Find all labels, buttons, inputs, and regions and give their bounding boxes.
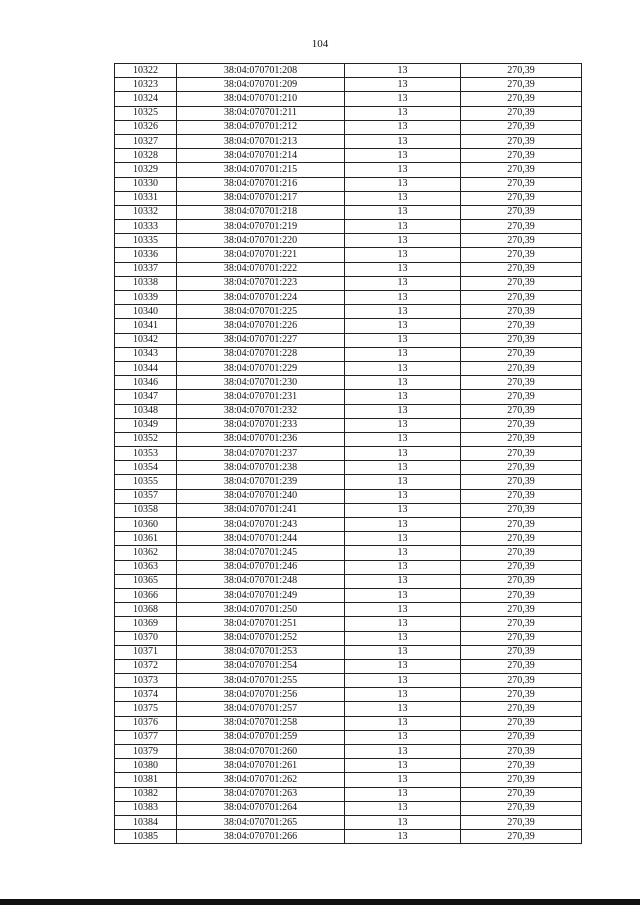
records-table <box>114 63 582 844</box>
record-number-cell: 10333 <box>115 220 177 234</box>
count-cell: 13 <box>345 404 461 418</box>
cadastral-number-cell: 38:04:070701:258 <box>177 716 345 730</box>
count-cell: 13 <box>345 361 461 375</box>
count-cell: 13 <box>345 291 461 305</box>
cadastral-number-cell: 38:04:070701:227 <box>177 333 345 347</box>
value-cell: 270,39 <box>461 347 582 361</box>
count-cell: 13 <box>345 276 461 290</box>
value-cell: 270,39 <box>461 376 582 390</box>
table-row <box>115 276 582 290</box>
record-number-cell: 10354 <box>115 461 177 475</box>
count-cell: 13 <box>345 702 461 716</box>
value-cell: 270,39 <box>461 659 582 673</box>
cadastral-number-cell: 38:04:070701:259 <box>177 730 345 744</box>
record-number-cell: 10326 <box>115 120 177 134</box>
count-cell: 13 <box>345 220 461 234</box>
cadastral-number-cell: 38:04:070701:266 <box>177 830 345 844</box>
table-row <box>115 447 582 461</box>
value-cell: 270,39 <box>461 631 582 645</box>
count-cell: 13 <box>345 787 461 801</box>
cadastral-number-cell: 38:04:070701:253 <box>177 645 345 659</box>
cadastral-number-cell: 38:04:070701:238 <box>177 461 345 475</box>
record-number-cell: 10374 <box>115 688 177 702</box>
record-number-cell: 10348 <box>115 404 177 418</box>
record-number-cell: 10379 <box>115 745 177 759</box>
value-cell: 270,39 <box>461 361 582 375</box>
record-number-cell: 10373 <box>115 674 177 688</box>
cadastral-number-cell: 38:04:070701:208 <box>177 64 345 78</box>
table-row <box>115 149 582 163</box>
count-cell: 13 <box>345 759 461 773</box>
count-cell: 13 <box>345 106 461 120</box>
count-cell: 13 <box>345 645 461 659</box>
cadastral-number-cell: 38:04:070701:257 <box>177 702 345 716</box>
value-cell: 270,39 <box>461 177 582 191</box>
cadastral-number-cell: 38:04:070701:237 <box>177 447 345 461</box>
table-row <box>115 319 582 333</box>
cadastral-number-cell: 38:04:070701:220 <box>177 234 345 248</box>
table-row <box>115 745 582 759</box>
table-row <box>115 163 582 177</box>
table-row <box>115 333 582 347</box>
record-number-cell: 10341 <box>115 319 177 333</box>
table-row <box>115 120 582 134</box>
cadastral-number-cell: 38:04:070701:224 <box>177 291 345 305</box>
count-cell: 13 <box>345 546 461 560</box>
table-row <box>115 390 582 404</box>
cadastral-number-cell: 38:04:070701:254 <box>177 659 345 673</box>
cadastral-number-cell: 38:04:070701:248 <box>177 574 345 588</box>
value-cell: 270,39 <box>461 432 582 446</box>
count-cell: 13 <box>345 347 461 361</box>
record-number-cell: 10325 <box>115 106 177 120</box>
count-cell: 13 <box>345 475 461 489</box>
record-number-cell: 10331 <box>115 191 177 205</box>
record-number-cell: 10355 <box>115 475 177 489</box>
value-cell: 270,39 <box>461 333 582 347</box>
count-cell: 13 <box>345 248 461 262</box>
record-number-cell: 10347 <box>115 390 177 404</box>
cadastral-number-cell: 38:04:070701:214 <box>177 149 345 163</box>
record-number-cell: 10383 <box>115 801 177 815</box>
value-cell: 270,39 <box>461 205 582 219</box>
value-cell: 270,39 <box>461 489 582 503</box>
table-row <box>115 603 582 617</box>
record-number-cell: 10363 <box>115 560 177 574</box>
record-number-cell: 10384 <box>115 815 177 829</box>
count-cell: 13 <box>345 191 461 205</box>
record-number-cell: 10366 <box>115 588 177 602</box>
value-cell: 270,39 <box>461 801 582 815</box>
cadastral-number-cell: 38:04:070701:210 <box>177 92 345 106</box>
record-number-cell: 10340 <box>115 305 177 319</box>
record-number-cell: 10330 <box>115 177 177 191</box>
value-cell: 270,39 <box>461 773 582 787</box>
count-cell: 13 <box>345 688 461 702</box>
table-row <box>115 234 582 248</box>
table-row <box>115 418 582 432</box>
record-number-cell: 10329 <box>115 163 177 177</box>
count-cell: 13 <box>345 149 461 163</box>
count-cell: 13 <box>345 518 461 532</box>
cadastral-number-cell: 38:04:070701:222 <box>177 262 345 276</box>
value-cell: 270,39 <box>461 234 582 248</box>
table-row <box>115 830 582 844</box>
count-cell: 13 <box>345 603 461 617</box>
cadastral-number-cell: 38:04:070701:256 <box>177 688 345 702</box>
record-number-cell: 10324 <box>115 92 177 106</box>
record-number-cell: 10381 <box>115 773 177 787</box>
value-cell: 270,39 <box>461 745 582 759</box>
count-cell: 13 <box>345 163 461 177</box>
value-cell: 270,39 <box>461 134 582 148</box>
table-row <box>115 347 582 361</box>
cadastral-number-cell: 38:04:070701:231 <box>177 390 345 404</box>
count-cell: 13 <box>345 617 461 631</box>
table-row <box>115 546 582 560</box>
record-number-cell: 10323 <box>115 78 177 92</box>
value-cell: 270,39 <box>461 106 582 120</box>
table-row <box>115 730 582 744</box>
record-number-cell: 10344 <box>115 361 177 375</box>
record-number-cell: 10382 <box>115 787 177 801</box>
table-row <box>115 177 582 191</box>
cadastral-number-cell: 38:04:070701:263 <box>177 787 345 801</box>
cadastral-number-cell: 38:04:070701:241 <box>177 503 345 517</box>
value-cell: 270,39 <box>461 248 582 262</box>
table-row <box>115 461 582 475</box>
record-number-cell: 10353 <box>115 447 177 461</box>
cadastral-number-cell: 38:04:070701:209 <box>177 78 345 92</box>
cadastral-number-cell: 38:04:070701:228 <box>177 347 345 361</box>
table-row <box>115 574 582 588</box>
table-row <box>115 532 582 546</box>
value-cell: 270,39 <box>461 220 582 234</box>
count-cell: 13 <box>345 92 461 106</box>
record-number-cell: 10337 <box>115 262 177 276</box>
record-number-cell: 10385 <box>115 830 177 844</box>
value-cell: 270,39 <box>461 645 582 659</box>
cadastral-number-cell: 38:04:070701:230 <box>177 376 345 390</box>
record-number-cell: 10365 <box>115 574 177 588</box>
value-cell: 270,39 <box>461 617 582 631</box>
value-cell: 270,39 <box>461 503 582 517</box>
cadastral-number-cell: 38:04:070701:223 <box>177 276 345 290</box>
value-cell: 270,39 <box>461 815 582 829</box>
value-cell: 270,39 <box>461 702 582 716</box>
count-cell: 13 <box>345 730 461 744</box>
count-cell: 13 <box>345 631 461 645</box>
cadastral-number-cell: 38:04:070701:225 <box>177 305 345 319</box>
value-cell: 270,39 <box>461 92 582 106</box>
cadastral-number-cell: 38:04:070701:249 <box>177 588 345 602</box>
table-row <box>115 106 582 120</box>
record-number-cell: 10358 <box>115 503 177 517</box>
count-cell: 13 <box>345 489 461 503</box>
value-cell: 270,39 <box>461 390 582 404</box>
value-cell: 270,39 <box>461 674 582 688</box>
record-number-cell: 10371 <box>115 645 177 659</box>
count-cell: 13 <box>345 801 461 815</box>
cadastral-number-cell: 38:04:070701:265 <box>177 815 345 829</box>
value-cell: 270,39 <box>461 759 582 773</box>
record-number-cell: 10343 <box>115 347 177 361</box>
table-row <box>115 92 582 106</box>
table-row <box>115 489 582 503</box>
value-cell: 270,39 <box>461 532 582 546</box>
value-cell: 270,39 <box>461 404 582 418</box>
record-number-cell: 10336 <box>115 248 177 262</box>
table-row <box>115 361 582 375</box>
cadastral-number-cell: 38:04:070701:260 <box>177 745 345 759</box>
value-cell: 270,39 <box>461 64 582 78</box>
count-cell: 13 <box>345 588 461 602</box>
count-cell: 13 <box>345 120 461 134</box>
record-number-cell: 10376 <box>115 716 177 730</box>
table-row <box>115 631 582 645</box>
count-cell: 13 <box>345 716 461 730</box>
record-number-cell: 10368 <box>115 603 177 617</box>
page-number: 104 <box>311 38 329 50</box>
value-cell: 270,39 <box>461 574 582 588</box>
table-row <box>115 815 582 829</box>
table-row <box>115 645 582 659</box>
count-cell: 13 <box>345 830 461 844</box>
cadastral-number-cell: 38:04:070701:264 <box>177 801 345 815</box>
count-cell: 13 <box>345 262 461 276</box>
count-cell: 13 <box>345 78 461 92</box>
cadastral-number-cell: 38:04:070701:255 <box>177 674 345 688</box>
table-row <box>115 702 582 716</box>
record-number-cell: 10338 <box>115 276 177 290</box>
record-number-cell: 10349 <box>115 418 177 432</box>
table-row <box>115 64 582 78</box>
count-cell: 13 <box>345 305 461 319</box>
value-cell: 270,39 <box>461 291 582 305</box>
value-cell: 270,39 <box>461 588 582 602</box>
cadastral-number-cell: 38:04:070701:243 <box>177 518 345 532</box>
value-cell: 270,39 <box>461 305 582 319</box>
cadastral-number-cell: 38:04:070701:233 <box>177 418 345 432</box>
record-number-cell: 10335 <box>115 234 177 248</box>
table-row <box>115 617 582 631</box>
count-cell: 13 <box>345 177 461 191</box>
records-table-body <box>115 64 582 844</box>
record-number-cell: 10322 <box>115 64 177 78</box>
table-row <box>115 801 582 815</box>
count-cell: 13 <box>345 574 461 588</box>
count-cell: 13 <box>345 503 461 517</box>
cadastral-number-cell: 38:04:070701:261 <box>177 759 345 773</box>
table-row <box>115 659 582 673</box>
count-cell: 13 <box>345 532 461 546</box>
cadastral-number-cell: 38:04:070701:244 <box>177 532 345 546</box>
value-cell: 270,39 <box>461 546 582 560</box>
count-cell: 13 <box>345 745 461 759</box>
table-row <box>115 191 582 205</box>
record-number-cell: 10332 <box>115 205 177 219</box>
table-row <box>115 588 582 602</box>
value-cell: 270,39 <box>461 447 582 461</box>
record-number-cell: 10328 <box>115 149 177 163</box>
value-cell: 270,39 <box>461 276 582 290</box>
table-row <box>115 220 582 234</box>
value-cell: 270,39 <box>461 475 582 489</box>
cadastral-number-cell: 38:04:070701:252 <box>177 631 345 645</box>
count-cell: 13 <box>345 773 461 787</box>
record-number-cell: 10361 <box>115 532 177 546</box>
table-row <box>115 787 582 801</box>
count-cell: 13 <box>345 333 461 347</box>
value-cell: 270,39 <box>461 191 582 205</box>
count-cell: 13 <box>345 560 461 574</box>
record-number-cell: 10357 <box>115 489 177 503</box>
table-row <box>115 205 582 219</box>
cadastral-number-cell: 38:04:070701:229 <box>177 361 345 375</box>
cadastral-number-cell: 38:04:070701:213 <box>177 134 345 148</box>
cadastral-number-cell: 38:04:070701:218 <box>177 205 345 219</box>
value-cell: 270,39 <box>461 830 582 844</box>
value-cell: 270,39 <box>461 560 582 574</box>
cadastral-number-cell: 38:04:070701:251 <box>177 617 345 631</box>
value-cell: 270,39 <box>461 461 582 475</box>
scan-bottom-edge <box>0 899 640 905</box>
cadastral-number-cell: 38:04:070701:262 <box>177 773 345 787</box>
value-cell: 270,39 <box>461 120 582 134</box>
cadastral-number-cell: 38:04:070701:232 <box>177 404 345 418</box>
table-row <box>115 518 582 532</box>
cadastral-number-cell: 38:04:070701:239 <box>177 475 345 489</box>
count-cell: 13 <box>345 815 461 829</box>
record-number-cell: 10369 <box>115 617 177 631</box>
record-number-cell: 10327 <box>115 134 177 148</box>
record-number-cell: 10339 <box>115 291 177 305</box>
count-cell: 13 <box>345 447 461 461</box>
record-number-cell: 10375 <box>115 702 177 716</box>
value-cell: 270,39 <box>461 716 582 730</box>
value-cell: 270,39 <box>461 319 582 333</box>
table-row <box>115 305 582 319</box>
value-cell: 270,39 <box>461 149 582 163</box>
value-cell: 270,39 <box>461 163 582 177</box>
table-row <box>115 432 582 446</box>
cadastral-number-cell: 38:04:070701:245 <box>177 546 345 560</box>
cadastral-number-cell: 38:04:070701:221 <box>177 248 345 262</box>
count-cell: 13 <box>345 376 461 390</box>
value-cell: 270,39 <box>461 418 582 432</box>
count-cell: 13 <box>345 319 461 333</box>
record-number-cell: 10380 <box>115 759 177 773</box>
table-row <box>115 291 582 305</box>
table-row <box>115 674 582 688</box>
record-number-cell: 10352 <box>115 432 177 446</box>
cadastral-number-cell: 38:04:070701:236 <box>177 432 345 446</box>
cadastral-number-cell: 38:04:070701:217 <box>177 191 345 205</box>
table-row <box>115 78 582 92</box>
count-cell: 13 <box>345 659 461 673</box>
table-row <box>115 475 582 489</box>
value-cell: 270,39 <box>461 603 582 617</box>
count-cell: 13 <box>345 674 461 688</box>
value-cell: 270,39 <box>461 518 582 532</box>
cadastral-number-cell: 38:04:070701:250 <box>177 603 345 617</box>
cadastral-number-cell: 38:04:070701:226 <box>177 319 345 333</box>
record-number-cell: 10342 <box>115 333 177 347</box>
value-cell: 270,39 <box>461 78 582 92</box>
cadastral-number-cell: 38:04:070701:212 <box>177 120 345 134</box>
table-row <box>115 759 582 773</box>
table-row <box>115 376 582 390</box>
record-number-cell: 10370 <box>115 631 177 645</box>
count-cell: 13 <box>345 64 461 78</box>
table-row <box>115 503 582 517</box>
cadastral-number-cell: 38:04:070701:246 <box>177 560 345 574</box>
count-cell: 13 <box>345 418 461 432</box>
table-row <box>115 134 582 148</box>
cadastral-number-cell: 38:04:070701:211 <box>177 106 345 120</box>
cadastral-number-cell: 38:04:070701:219 <box>177 220 345 234</box>
record-number-cell: 10346 <box>115 376 177 390</box>
cadastral-number-cell: 38:04:070701:216 <box>177 177 345 191</box>
cadastral-number-cell: 38:04:070701:240 <box>177 489 345 503</box>
table-row <box>115 248 582 262</box>
table-row <box>115 773 582 787</box>
value-cell: 270,39 <box>461 262 582 276</box>
count-cell: 13 <box>345 461 461 475</box>
count-cell: 13 <box>345 134 461 148</box>
record-number-cell: 10377 <box>115 730 177 744</box>
value-cell: 270,39 <box>461 688 582 702</box>
value-cell: 270,39 <box>461 787 582 801</box>
count-cell: 13 <box>345 390 461 404</box>
value-cell: 270,39 <box>461 730 582 744</box>
table-row <box>115 262 582 276</box>
record-number-cell: 10360 <box>115 518 177 532</box>
table-row <box>115 716 582 730</box>
count-cell: 13 <box>345 234 461 248</box>
cadastral-number-cell: 38:04:070701:215 <box>177 163 345 177</box>
table-row <box>115 560 582 574</box>
count-cell: 13 <box>345 205 461 219</box>
count-cell: 13 <box>345 432 461 446</box>
table-row <box>115 688 582 702</box>
record-number-cell: 10372 <box>115 659 177 673</box>
table-row <box>115 404 582 418</box>
record-number-cell: 10362 <box>115 546 177 560</box>
